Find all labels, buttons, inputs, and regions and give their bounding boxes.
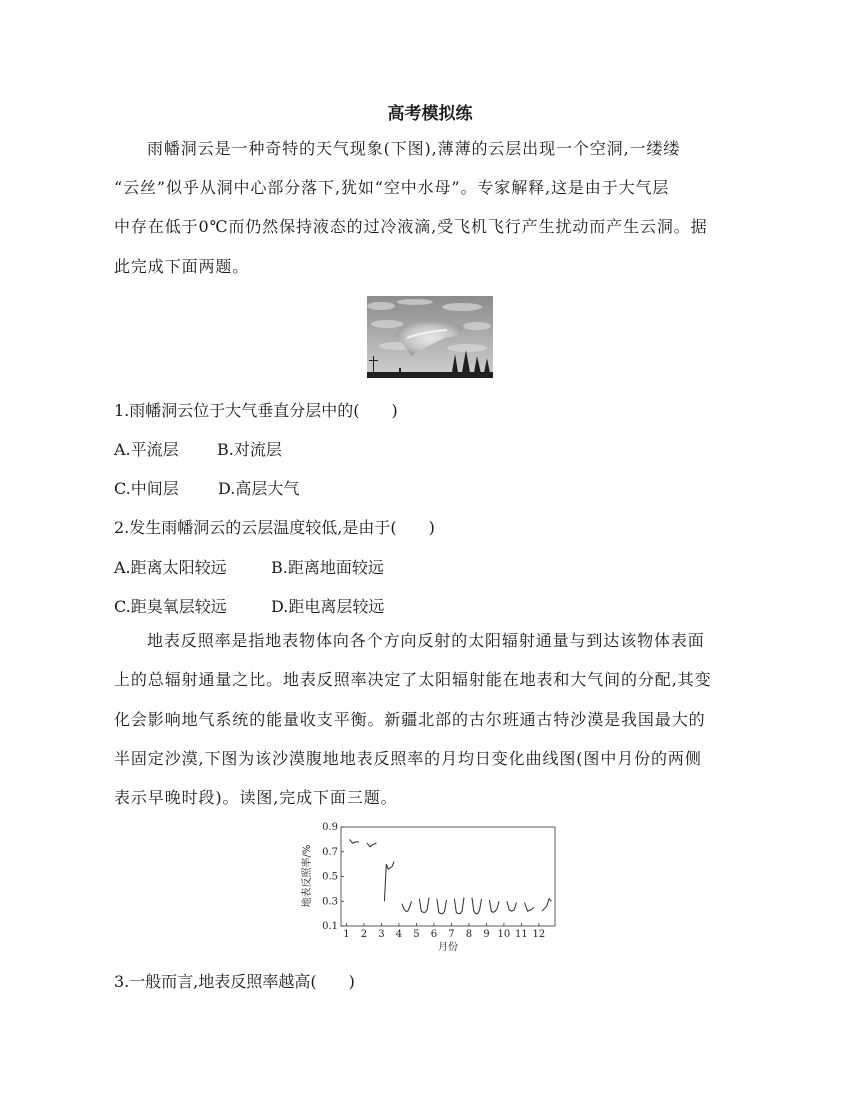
- x-tick-label: 6: [430, 929, 438, 940]
- question-2-option-b: B.距离地面较远: [271, 558, 384, 577]
- x-tick-label: 3: [378, 929, 385, 940]
- paragraph-2-line-2: 上的总辐射通量之比。地表反照率决定了太阳辐射能在地表和大气间的分配,其变: [114, 670, 712, 689]
- paragraph-1-line-3: 中存在低于0℃而仍然保持液态的过冷液滴,受飞机飞行产生扰动而产生云洞。据: [114, 217, 708, 236]
- albedo-chart: [296, 816, 566, 958]
- x-tick-label: 11: [515, 929, 528, 940]
- x-tick-label: 7: [448, 929, 455, 940]
- paragraph-2-line-5: 表示早晚时段)。读图,完成下面三题。: [114, 788, 398, 807]
- albedo-line-month-3: [384, 862, 394, 902]
- x-tick-label: 2: [360, 929, 368, 940]
- paragraph-2-line-3: 化会影响地气系统的能量收支平衡。新疆北部的古尔班通古特沙漠是我国最大的: [114, 710, 706, 729]
- x-tick-label: 9: [483, 929, 490, 940]
- x-tick-label: 1: [343, 929, 350, 940]
- y-axis-label: 地表反照率/%: [302, 844, 313, 908]
- y-tick-label: 0.5: [322, 871, 338, 883]
- albedo-line-month-8: [472, 898, 482, 914]
- albedo-line-month-5: [419, 898, 429, 913]
- x-axis-label: 月份: [438, 942, 458, 953]
- question-2-option-a: A.距离太阳较远: [114, 558, 227, 577]
- albedo-line-month-10: [507, 901, 517, 911]
- paragraph-2-line-1: 地表反照率是指地表物体向各个方向反射的太阳辐射通量与到达该物体表面: [147, 631, 705, 650]
- paragraph-1-line-1: 雨幡洞云是一种奇特的天气现象(下图),薄薄的云层出现一个空洞,一缕缕: [147, 139, 681, 158]
- plot-frame: [341, 827, 555, 926]
- paragraph-1-line-4: 此完成下面两题。: [114, 257, 250, 276]
- question-1-stem: 1.雨幡洞云位于大气垂直分层中的( ): [114, 401, 398, 420]
- question-1-option-a: A.平流层: [114, 440, 179, 459]
- albedo-line-month-2: [367, 843, 377, 847]
- question-1-option-d: D.高层大气: [218, 479, 300, 498]
- paragraph-2-line-4: 半固定沙漠,下图为该沙漠腹地地表反照率的月均日变化曲线图(图中月份的两侧: [114, 749, 702, 768]
- paragraph-1-line-2: “云丝”似乎从洞中心部分落下,犹如“空中水母”。专家解释,这是由于大气层: [114, 178, 670, 197]
- question-2-option-c: C.距臭氧层较远: [114, 597, 227, 616]
- page-title: 高考模拟练: [387, 104, 473, 124]
- y-tick-label: 0.1: [322, 921, 338, 932]
- x-tick-label: 8: [465, 929, 473, 940]
- x-tick-label: 5: [413, 929, 420, 940]
- question-3-stem: 3.一般而言,地表反照率越高( ): [114, 972, 355, 991]
- y-tick-label: 0.9: [322, 822, 338, 833]
- albedo-line-month-4: [402, 901, 412, 911]
- x-tick-label: 4: [395, 929, 403, 940]
- albedo-line-month-7: [454, 898, 464, 914]
- question-1-option-b: B.对流层: [217, 440, 282, 459]
- x-tick-label: 10: [497, 929, 511, 940]
- question-2-stem: 2.发生雨幡洞云的云层温度较低,是由于( ): [114, 518, 435, 537]
- albedo-line-month-6: [437, 899, 447, 914]
- question-2-option-d: D.距电离层较远: [271, 597, 385, 616]
- question-1-option-c: C.中间层: [114, 479, 179, 498]
- y-tick-label: 0.3: [322, 896, 338, 908]
- albedo-line-month-12: [542, 899, 552, 911]
- albedo-line-month-11: [524, 903, 534, 912]
- albedo-line-month-9: [489, 900, 499, 912]
- albedo-line-month-1: [349, 839, 359, 843]
- fallstreak-cloud-photo: [367, 296, 493, 378]
- y-tick-label: 0.7: [322, 846, 338, 858]
- x-tick-label: 12: [532, 929, 546, 940]
